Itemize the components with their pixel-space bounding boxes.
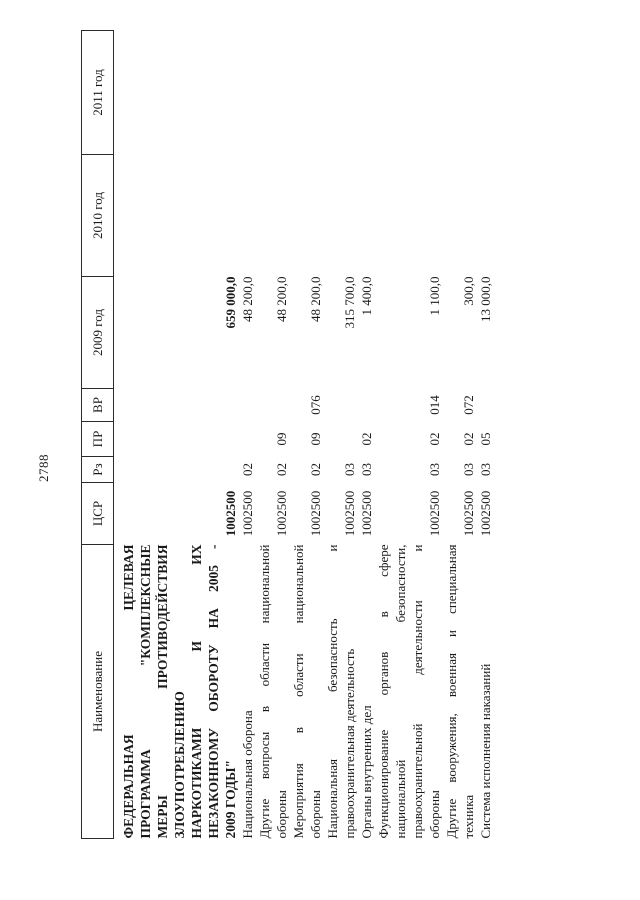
name-line: Другие вопросы в области национальной: [257, 544, 272, 839]
cell-csr: 1002500: [223, 490, 238, 537]
name-line: ПРОГРАММА "КОМПЛЕКСНЫЕ: [138, 544, 153, 839]
table-row: [477, 31, 494, 839]
row-name-cell: [375, 545, 443, 839]
table-row: [114, 31, 240, 839]
cell-y2011: [256, 31, 290, 155]
cell-pr: 09: [274, 432, 289, 446]
cell-vr: 014: [427, 395, 442, 415]
table-row: [443, 31, 477, 839]
name-line: ФЕДЕРАЛЬНАЯ ЦЕЛЕВАЯ: [121, 544, 136, 839]
cell-rz: 03: [478, 463, 493, 476]
table-row: [324, 31, 358, 839]
cell-csr: 1002500: [240, 490, 255, 537]
cell-pr: [114, 422, 240, 457]
cell-pr: [324, 422, 358, 457]
name-line: 2009 ГОДЫ": [223, 760, 238, 839]
name-line: НАРКОТИКАМИ И ИХ: [189, 544, 204, 839]
table-row: [290, 31, 324, 839]
cell-y2010: [375, 155, 443, 277]
row-name-cell: [114, 545, 240, 839]
name-line: НЕЗАКОННОМУ ОБОРОТУ НА 2005 -: [206, 544, 221, 839]
cell-pr: 02: [461, 432, 476, 446]
cell-csr: 1002500: [359, 490, 374, 537]
col-header-csr: ЦСР: [82, 483, 114, 545]
col-header-vr: ВР: [82, 389, 114, 422]
cell-y2010: [358, 155, 375, 277]
cell-vr: [239, 389, 256, 422]
cell-pr: 09: [308, 432, 323, 446]
budget-table: [81, 30, 494, 839]
cell-pr: 02: [427, 432, 442, 446]
cell-y2010: [477, 155, 494, 277]
col-header-2010: 2010 год: [82, 155, 114, 277]
row-name-cell: [443, 545, 477, 839]
cell-y2011: [239, 31, 256, 155]
table-row: [256, 31, 290, 839]
cell-rz: 03: [342, 463, 357, 476]
name-line: Мероприятия в области национальной: [291, 544, 306, 839]
col-header-2009: 2009 год: [82, 277, 114, 389]
cell-y2009: 315 700,0: [342, 276, 357, 329]
cell-y2010: [443, 155, 477, 277]
cell-y2010: [256, 155, 290, 277]
cell-y2010: [290, 155, 324, 277]
header-row: [82, 31, 114, 839]
name-line: Национальная оборона: [240, 710, 255, 839]
cell-vr: [256, 389, 290, 422]
name-line: обороны: [427, 790, 442, 839]
table-row: [358, 31, 375, 839]
cell-pr: 02: [359, 432, 374, 446]
cell-y2011: [358, 31, 375, 155]
page-number: 2788: [36, 454, 51, 482]
row-name-cell: [239, 545, 256, 839]
col-header-rz: Рз: [82, 457, 114, 483]
cell-y2010: [239, 155, 256, 277]
cell-pr: 05: [478, 432, 493, 446]
cell-y2010: [114, 155, 240, 277]
cell-csr: 1002500: [478, 490, 493, 537]
cell-y2009: 1 100,0: [427, 276, 442, 316]
row-name-cell: [324, 545, 358, 839]
name-line: обороны: [274, 790, 289, 839]
row-name-cell: [256, 545, 290, 839]
name-line: МЕРЫ ПРОТИВОДЕЙСТВИЯ: [155, 544, 170, 839]
cell-y2009: 659 000,0: [223, 276, 238, 329]
cell-vr: [324, 389, 358, 422]
name-line: ЗЛОУПОТРЕБЛЕНИЮ: [172, 691, 187, 839]
row-name-cell: [290, 545, 324, 839]
name-line: Функционирование органов в сфере: [376, 544, 391, 839]
cell-y2009: 1 400,0: [359, 276, 374, 316]
cell-y2009: 48 200,0: [240, 276, 255, 322]
col-header-name: Наименование: [82, 545, 114, 839]
cell-vr: 076: [308, 395, 323, 415]
cell-y2011: [477, 31, 494, 155]
cell-rz: 03: [427, 463, 442, 476]
cell-vr: [358, 389, 375, 422]
name-line: техника: [461, 794, 476, 839]
table-body: [114, 31, 495, 839]
name-line: правоохранительной деятельности и: [410, 544, 425, 839]
cell-csr: 1002500: [427, 490, 442, 537]
row-name-cell: [358, 545, 375, 839]
name-line: Национальная безопасность и: [325, 544, 340, 839]
name-line: Система исполнения наказаний: [478, 663, 493, 839]
cell-rz: 02: [308, 463, 323, 476]
name-line: правоохранительная деятельность: [342, 648, 357, 839]
name-line: национальной безопасности,: [393, 544, 408, 839]
cell-y2011: [443, 31, 477, 155]
table-row: [375, 31, 443, 839]
cell-csr: 1002500: [342, 490, 357, 537]
cell-rz: 03: [359, 463, 374, 476]
row-name-cell: [477, 545, 494, 839]
cell-rz: [114, 457, 240, 483]
cell-y2009: 300,0: [461, 276, 476, 306]
name-line: Органы внутренних дел: [359, 705, 374, 839]
cell-csr: 1002500: [274, 490, 289, 537]
cell-rz: 02: [240, 463, 255, 476]
col-header-2011: 2011 год: [82, 31, 114, 155]
cell-vr: [477, 389, 494, 422]
cell-csr: 1002500: [308, 490, 323, 537]
table-row: [239, 31, 256, 839]
cell-y2010: [324, 155, 358, 277]
col-header-pr: ПР: [82, 422, 114, 457]
cell-y2009: 13 000,0: [478, 276, 493, 322]
cell-y2009: 48 200,0: [274, 276, 289, 322]
name-line: обороны: [308, 790, 323, 839]
cell-y2011: [114, 31, 240, 155]
cell-rz: 02: [274, 463, 289, 476]
cell-pr: [239, 422, 256, 457]
cell-rz: 03: [461, 463, 476, 476]
cell-y2009: 48 200,0: [308, 276, 323, 322]
cell-csr: 1002500: [461, 490, 476, 537]
cell-vr: [114, 389, 240, 422]
cell-vr: 072: [461, 395, 476, 415]
name-line: Другие вооружения, военная и специальная: [444, 544, 459, 839]
cell-y2011: [290, 31, 324, 155]
cell-y2011: [324, 31, 358, 155]
cell-y2011: [375, 31, 443, 155]
